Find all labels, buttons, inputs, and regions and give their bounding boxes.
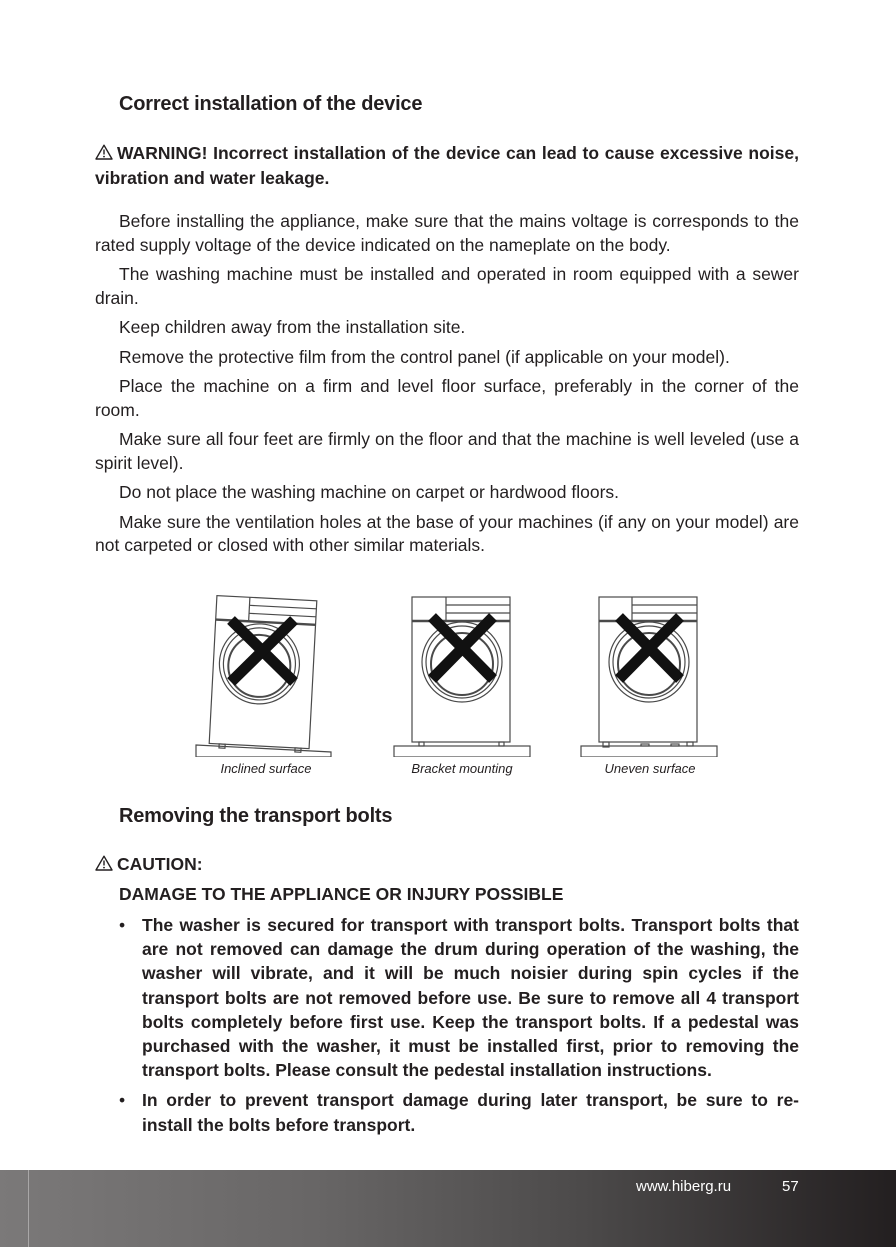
figure-caption: Inclined surface <box>220 761 312 776</box>
washing-machine-crossed-icon <box>575 592 725 757</box>
bullet-text: In order to prevent transport damage during later transport, be sure to re-install the bolts before transport. <box>142 1090 799 1135</box>
section-title-installation: Correct installation of the device <box>119 93 423 115</box>
paragraph: Place the machine on a firm and level floor surface, preferably in the corner of the room. <box>95 376 799 420</box>
list-item <box>95 913 799 1082</box>
figure-bracket-mounting <box>387 592 537 782</box>
bullet-text: The washer is secured for transport with transport bolts. Transport bolts that are not removed can damage the drum during operation of the washing, the washer will vibrate, and it will be much noisier during spin cycles if the transport bolts are not removed before use. Be sure to remove all 4 transport bolts completely before first use. Keep the transport bolts. If a pedestal was purchased with the washer, it must be installed first, prior to removing the transport bolts. Please consult the pedestal installation instructions. <box>142 915 799 1081</box>
installation-instructions <box>95 210 799 564</box>
footer-divider <box>28 1170 29 1247</box>
page-footer <box>0 1170 896 1247</box>
figure-caption: Uneven surface <box>604 761 696 776</box>
caution-subtitle: DAMAGE TO THE APPLIANCE OR INJURY POSSIBLE <box>119 884 564 904</box>
bullet-icon: • <box>119 915 126 935</box>
figure-inclined-surface <box>191 592 341 782</box>
warning-triangle-icon <box>95 144 113 160</box>
paragraph: Make sure all four feet are firmly on the floor and that the machine is well leveled (use a spirit level). <box>95 429 799 473</box>
figure-caption: Bracket mounting <box>411 761 513 776</box>
caution-label: CAUTION: <box>117 854 203 874</box>
installation-figures <box>95 592 799 782</box>
list-item <box>95 1088 799 1136</box>
website-link[interactable]: www.hiberg.ru <box>636 1178 732 1195</box>
caution-bullet-list <box>95 913 799 1137</box>
washing-machine-crossed-icon <box>387 592 537 757</box>
paragraph: Make sure the ventilation holes at the base of your machines (if any on your model) are not carpeted or closed with other similar materials. <box>95 511 799 555</box>
paragraph: Do not place the washing machine on carpet or hardwood floors. <box>119 482 620 502</box>
page-number: 57 <box>782 1178 799 1195</box>
paragraph: Remove the protective film from the control panel (if applicable on your model). <box>119 346 730 367</box>
warning-triangle-icon <box>95 855 113 871</box>
bullet-icon: • <box>119 1090 126 1111</box>
paragraph: Before installing the appliance, make sure that the mains voltage is corresponds to the rated supply voltage of the device indicated on the nameplate on the body. <box>95 211 799 255</box>
section-title-transport-bolts: Removing the transport bolts <box>119 805 393 827</box>
warning-notice <box>95 141 799 191</box>
caution-heading <box>95 852 799 876</box>
figure-uneven-surface <box>575 592 725 782</box>
paragraph: Keep children away from the installation site. <box>119 317 466 337</box>
warning-text: WARNING! Incorrect installation of the device can lead to cause excessive noise, vibration and water leakage. <box>95 143 799 188</box>
paragraph: The washing machine must be installed and operated in room equipped with a sewer drain. <box>95 264 799 308</box>
caution-notice <box>95 852 799 1143</box>
washing-machine-crossed-icon <box>191 592 341 757</box>
